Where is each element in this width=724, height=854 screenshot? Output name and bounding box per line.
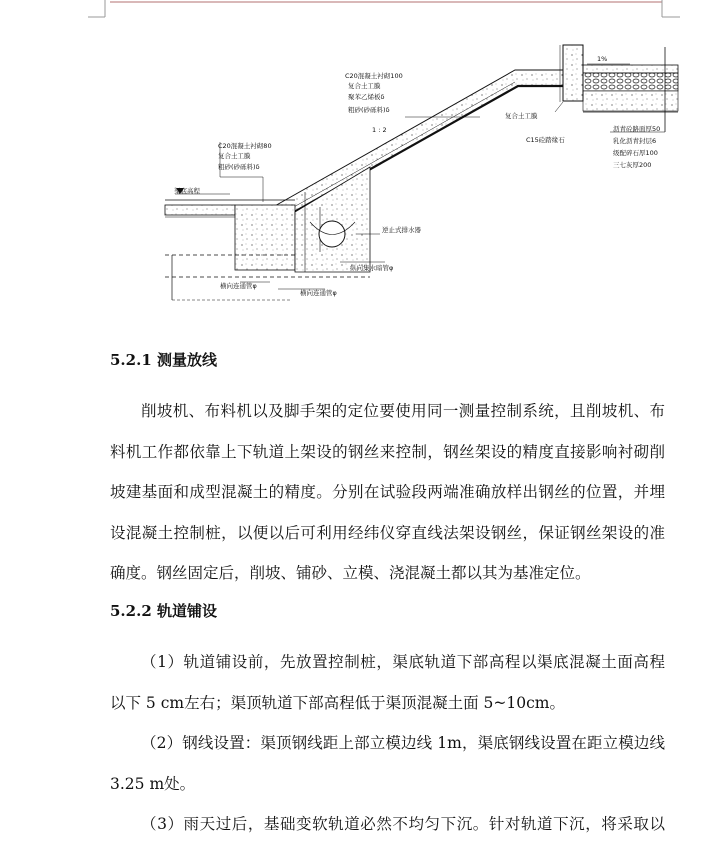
slope-lining-label-4: 粗砂(砂砾料)δ: [348, 106, 390, 114]
slope-ratio-label: 1 : 2: [372, 126, 387, 134]
drain-label: 逆止式排水器: [382, 226, 421, 234]
cross-pipe-label-1: 横向连通管φ: [220, 282, 257, 290]
text-line: 3.25 m处。: [110, 774, 196, 793]
text-line: 料机工作都依靠上下轨道上架设的钢丝来控制，钢丝架设的精度直接影响衬砌削: [110, 442, 665, 461]
slope-lining-label-3: 聚苯乙烯板δ: [348, 93, 385, 101]
text-line: 以下 5 cm左右；渠顶轨道下部高程低于渠顶混凝土面 5~10cm。: [110, 693, 565, 712]
collector-pipe: [319, 221, 345, 247]
curb-stone: [563, 45, 583, 101]
pavement-label-1: 沥青砼路面厚50: [613, 125, 661, 133]
section-body-survey: [110, 391, 665, 594]
curb-label: C15砼踏缘石: [526, 136, 565, 144]
text-line: （2）钢线设置：渠顶钢线距上部立模边线 1m，渠底钢线设置在距立模边线: [141, 734, 665, 752]
bottom-lining: [165, 200, 295, 270]
bottom-lining-label-2: 复合土工膜: [218, 152, 251, 160]
text-line: （1）轨道铺设前，先放置控制桩，渠底轨道下部高程以渠底混凝土面高程: [141, 653, 665, 671]
page-corner-marks: [0, 0, 724, 20]
pavement-label-3: 级配碎石厚100: [613, 149, 658, 157]
text-line: （3）雨天过后，基础变软轨道必然不均匀下沉。针对轨道下沉，将采取以: [141, 815, 665, 833]
text-line: 确度。钢丝固定后，削坡、铺砂、立模、浇混凝土都以其为基准定位。: [110, 564, 591, 582]
geomembrane-label: 复合土工膜: [505, 112, 538, 120]
section-heading-survey: 5.2.1 测量放线: [110, 351, 217, 369]
text-line: 坡建基面和成型混凝土的精度。分别在试验段两端准确放样出钢丝的位置，并埋: [110, 483, 665, 501]
pavement-label-4: 三七灰厚200: [613, 161, 652, 169]
text-line: 削坡机、布料机以及脚手架的定位要使用同一测量控制系统，且削坡机、布: [141, 402, 665, 420]
section-heading-track: 5.2.2 轨道铺设: [110, 602, 217, 620]
bottom-lining-label-1: C20混凝土衬砌80: [218, 142, 272, 150]
cross-pipe-label-2: 横向连通管φ: [300, 289, 337, 297]
canal-cross-section-drawing: [160, 42, 680, 307]
collector-label: 纵向集水暗管φ: [350, 264, 394, 272]
pavement-label-2: 乳化沥青封层6: [613, 137, 657, 145]
section-body-track: [110, 642, 665, 845]
slope-lining-label-2: 复合土工膜: [348, 82, 381, 90]
slope-lining: [273, 70, 563, 220]
bottom-lining-label-3: 粗砂(砂砾料)δ: [218, 163, 260, 171]
road-grade-label: 1%: [597, 55, 608, 63]
text-line: 设混凝土控制桩，以便以后可利用经纬仪穿直线法架设钢丝，保证钢丝架设的准: [110, 523, 665, 542]
slope-lining-label-1: C20混凝土衬砌100: [345, 72, 403, 80]
canal-bottom-label: 渠底高程: [174, 187, 200, 195]
